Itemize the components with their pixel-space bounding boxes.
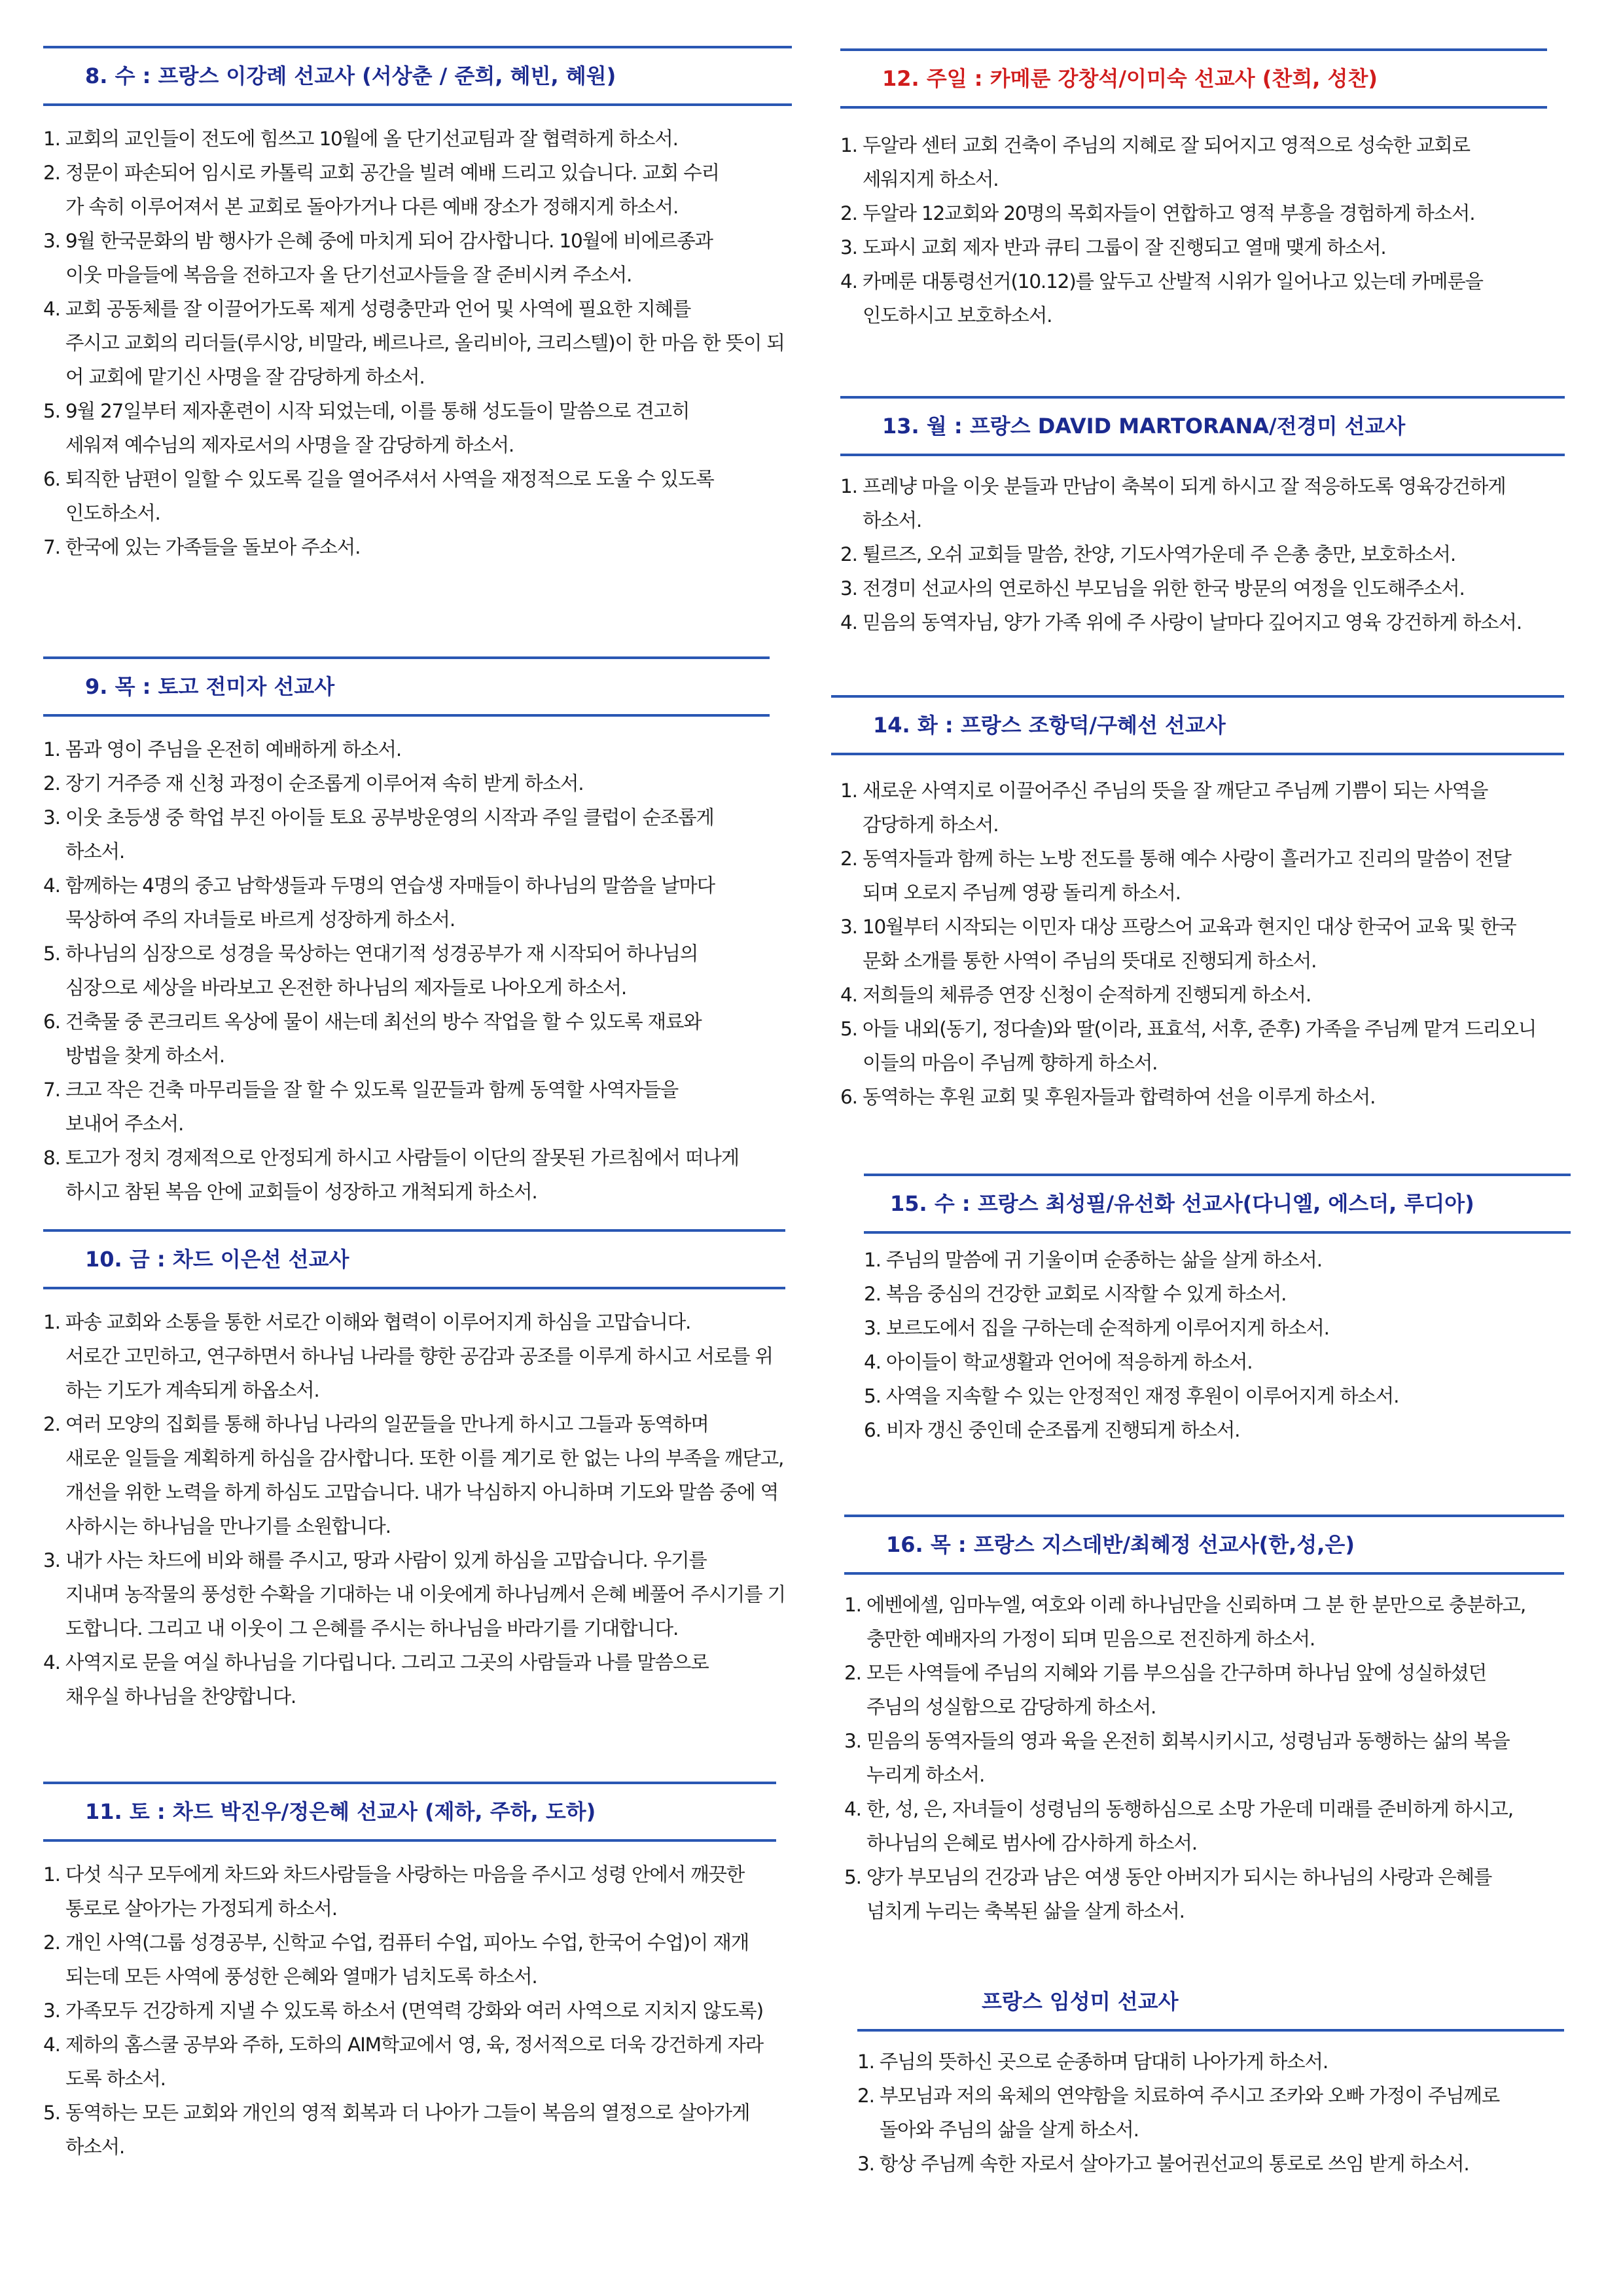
prayer-item	[864, 1311, 1571, 1345]
prayer-item-text: 3. 전경미 선교사의 연로하신 부모님을 위한 한국 방문의 여정을 인도해주소서.	[840, 577, 1465, 600]
prayer-item	[844, 1588, 1564, 1656]
prayer-item-continuation: 하소서.	[65, 2136, 125, 2158]
prayer-item-text: 4. 저희들의 체류증 연장 신청이 순적하게 진행되게 하소서.	[840, 984, 1311, 1006]
prayer-item-text: 5. 9월 27일부터 제자훈련이 시작 되었는데, 이를 통해 성도들이 말씀으로 견고히	[43, 400, 690, 422]
prayer-item	[43, 1073, 770, 1141]
prayer-item	[840, 264, 1547, 332]
prayer-list	[43, 1305, 785, 1713]
prayer-item-text: 2. 두알라 12교회와 20명의 목회자들이 연합하고 영적 부흥을 경험하게 하소서.	[840, 202, 1475, 224]
prayer-item-text: 5. 동역하는 모든 교회와 개인의 영적 회복과 더 나아가 그들이 복음의 열정으로 살아가게	[43, 2102, 750, 2124]
prayer-item	[43, 1857, 776, 1926]
prayer-item-text: 5. 사역을 지속할 수 있는 안정적인 재정 후원이 이루어지게 하소서.	[864, 1385, 1399, 1407]
prayer-item-text: 3. 가족모두 건강하게 지낼 수 있도록 하소서 (면역력 강화와 여러 사역으로 지치지 않도록)	[43, 2000, 763, 2022]
prayer-item	[840, 537, 1565, 571]
prayer-item	[43, 1407, 785, 1543]
prayer-list	[831, 774, 1564, 1114]
prayer-item-continuation: 방법을 찾게 하소서.	[65, 1045, 224, 1067]
prayer-item	[43, 2028, 776, 2096]
prayer-item	[844, 1656, 1564, 1724]
prayer-section	[43, 1782, 776, 2164]
prayer-item-text: 2. 개인 사역(그룹 성경공부, 신학교 수업, 컴퓨터 수업, 피아노 수업, 한국어 수업)이 재개	[43, 1931, 749, 1954]
section-header	[840, 48, 1547, 109]
prayer-item-continuation: 하소서.	[863, 509, 922, 531]
prayer-item-continuation: 가 속히 이루어져서 본 교회로 돌아가거나 다른 예배 장소가 정해지게 하소서.	[65, 196, 679, 218]
section-title: 프랑스 임성미 선교사	[982, 1989, 1179, 2014]
prayer-item-text: 4. 믿음의 동역자님, 양가 가족 위에 주 사랑이 날마다 깊어지고 영육 강건하게 하소서.	[840, 611, 1522, 634]
prayer-item-text: 4. 카메룬 대통령선거(10.12)를 앞두고 산발적 시위가 일어나고 있는데 카메룬을	[840, 270, 1483, 293]
prayer-item-continuation: 주님의 성실함으로 감당하게 하소서.	[866, 1696, 1156, 1718]
prayer-item-text: 1. 에벤에셀, 임마누엘, 여호와 이레 하나님만을 신뢰하며 그 분 한 분만으로 충분하고,	[844, 1594, 1526, 1616]
prayer-item	[43, 732, 770, 766]
prayer-item-text: 3. 항상 주님께 속한 자로서 살아가고 불어권선교의 통로로 쓰임 받게 하소서.	[857, 2153, 1469, 2175]
section-title: 8. 수 : 프랑스 이강례 선교사 (서상춘 / 준희, 혜빈, 혜원)	[85, 63, 616, 88]
prayer-item-text: 7. 한국에 있는 가족들을 돌보아 주소서.	[43, 536, 361, 558]
section-title: 12. 주일 : 카메룬 강창석/이미숙 선교사 (찬희, 성찬)	[882, 66, 1378, 91]
section-bottom-rule	[831, 753, 1564, 755]
prayer-item	[840, 605, 1565, 639]
prayer-item	[43, 2096, 776, 2164]
prayer-item-text: 3. 도파시 교회 제자 반과 큐티 그룹이 잘 진행되고 열매 맺게 하소서.	[840, 236, 1386, 259]
prayer-item	[840, 230, 1547, 264]
prayer-item-continuation: 인도하소서.	[65, 502, 160, 524]
section-header	[43, 46, 792, 106]
prayer-item-continuation: 하소서.	[65, 840, 125, 863]
prayer-item-continuation: 세워져 예수님의 제자로서의 사명을 잘 감당하게 하소서.	[65, 434, 514, 456]
prayer-item-continuation: 채우실 하나님을 찬양합니다.	[65, 1685, 296, 1708]
prayer-item-continuation: 누리게 하소서.	[866, 1764, 985, 1786]
prayer-list	[43, 122, 792, 564]
prayer-item-text: 3. 9월 한국문화의 밤 행사가 은혜 중에 마치게 되어 감사합니다. 10월에 비에르종과	[43, 230, 713, 252]
prayer-item-continuation: 통로로 살아가는 가정되게 하소서.	[65, 1897, 337, 1920]
prayer-item	[844, 1724, 1564, 1792]
prayer-item	[857, 2147, 1564, 2181]
prayer-item-text: 5. 양가 부모님의 건강과 남은 여생 동안 아버지가 되시는 하나님의 사랑과 은혜를	[844, 1866, 1492, 1888]
prayer-item	[840, 774, 1564, 842]
prayer-item	[43, 292, 792, 394]
section-bottom-rule	[844, 1572, 1564, 1575]
prayer-item-text: 3. 10월부터 시작되는 이민자 대상 프랑스어 교육과 현지인 대상 한국어 교육 및 한국	[840, 916, 1516, 938]
section-bottom-rule	[840, 106, 1547, 109]
prayer-list	[864, 1243, 1571, 1447]
prayer-item	[43, 800, 770, 869]
prayer-section	[43, 46, 792, 564]
section-bottom-rule	[43, 1287, 785, 1289]
prayer-item-text: 2. 여러 모양의 집회를 통해 하나님 나라의 일꾼들을 만나게 하시고 그들과 동역하며	[43, 1413, 709, 1435]
prayer-item	[840, 469, 1565, 537]
prayer-item-continuation: 돌아와 주님의 삶을 살게 하소서.	[880, 2119, 1139, 2141]
prayer-item-continuation: 감당하게 하소서.	[863, 814, 999, 836]
prayer-item-continuation: 이웃 마을들에 복음을 전하고자 올 단기선교사들을 잘 준비시켜 주소서.	[65, 264, 632, 286]
prayer-item-text: 3. 보르도에서 집을 구하는데 순적하게 이루어지게 하소서.	[864, 1317, 1329, 1339]
prayer-item-text: 1. 새로운 사역지로 이끌어주신 주님의 뜻을 잘 깨닫고 주님께 기쁨이 되는 사역을	[840, 780, 1488, 802]
prayer-section	[844, 1515, 1564, 1928]
section-title: 13. 월 : 프랑스 DAVID MARTORANA/전경미 선교사	[882, 414, 1406, 439]
prayer-list	[844, 1588, 1564, 1928]
prayer-item-text: 1. 교회의 교인들이 전도에 힘쓰고 10월에 올 단기선교팀과 잘 협력하게 하소서.	[43, 128, 678, 150]
prayer-item-text: 1. 주님의 뜻하신 곳으로 순종하며 담대히 나아가게 하소서.	[857, 2051, 1328, 2073]
prayer-item-text: 6. 동역하는 후원 교회 및 후원자들과 합력하여 선을 이루게 하소서.	[840, 1086, 1376, 1108]
prayer-item-text: 3. 내가 사는 차드에 비와 해를 주시고, 땅과 사람이 있게 하심을 고맙습니다. 우기를	[43, 1549, 707, 1571]
prayer-item	[43, 1005, 770, 1073]
prayer-section	[831, 695, 1564, 1114]
prayer-item-text: 4. 아이들이 학교생활과 언어에 적응하게 하소서.	[864, 1351, 1253, 1373]
prayer-item	[43, 1994, 776, 2028]
prayer-item	[840, 128, 1547, 196]
section-title: 14. 화 : 프랑스 조항덕/구혜선 선교사	[873, 713, 1226, 738]
prayer-item	[43, 937, 770, 1005]
prayer-item-text: 7. 크고 작은 건축 마무리들을 잘 할 수 있도록 일꾼들과 함께 동역할 사역자들을	[43, 1079, 679, 1101]
prayer-item-text: 1. 다섯 식구 모두에게 차드와 차드사람들을 사랑하는 마음을 주시고 성령 안에서 깨끗한	[43, 1863, 745, 1886]
prayer-section	[43, 656, 770, 1209]
prayer-item	[844, 1792, 1564, 1860]
prayer-item	[43, 224, 792, 292]
prayer-item	[840, 571, 1565, 605]
prayer-item	[43, 462, 792, 530]
prayer-item-text: 4. 교회 공동체를 잘 이끌어가도록 제게 성령충만과 언어 및 사역에 필요한 지혜를	[43, 298, 691, 320]
section-title: 15. 수 : 프랑스 최성필/유선화 선교사(다니엘, 에스더, 루디아)	[890, 1191, 1474, 1216]
prayer-item-text: 6. 퇴직한 남편이 일할 수 있도록 길을 열어주셔서 사역을 재정적으로 도울 수 있도록	[43, 468, 714, 490]
prayer-item	[43, 394, 792, 462]
prayer-item-text: 2. 튈르즈, 오쉬 교회들 말씀, 찬양, 기도사역가운데 주 은총 충만, 보호하소서.	[840, 543, 1456, 565]
prayer-item-continuation: 심장으로 세상을 바라보고 온전한 하나님의 제자들로 나아오게 하소서.	[65, 977, 627, 999]
prayer-item	[840, 196, 1547, 230]
prayer-item	[857, 2045, 1564, 2079]
prayer-item-continuation: 하시고 참된 복음 안에 교회들이 성장하고 개척되게 하소서.	[65, 1181, 537, 1203]
prayer-item-text: 2. 모든 사역들에 주님의 지혜와 기름 부으심을 간구하며 하나님 앞에 성실하셨던	[844, 1662, 1487, 1684]
prayer-item	[864, 1413, 1571, 1447]
section-title: 10. 금 : 차드 이은선 선교사	[85, 1247, 349, 1272]
prayer-list	[840, 469, 1565, 639]
prayer-item	[43, 1543, 785, 1645]
prayer-item-text: 1. 주님의 말씀에 귀 기울이며 순종하는 삶을 살게 하소서.	[864, 1249, 1322, 1271]
section-bottom-rule	[857, 2029, 1564, 2032]
section-bottom-rule	[43, 1839, 776, 1842]
prayer-item	[840, 842, 1564, 910]
prayer-item-text: 6. 비자 갱신 중인데 순조롭게 진행되게 하소서.	[864, 1419, 1240, 1441]
prayer-list	[43, 1857, 776, 2164]
prayer-item-continuation: 인도하시고 보호하소서.	[863, 304, 1052, 327]
prayer-item-text: 4. 제하의 홈스쿨 공부와 주하, 도하의 AIM학교에서 영, 육, 정서적으로 더욱 강건하게 자라	[43, 2034, 763, 2056]
prayer-item-continuation: 주시고 교회의 리더들(루시앙, 비말라, 베르나르, 올리비아, 크리스텔)이 한 마음 한 뜻이 되어 교회에 맡기신 사명을 잘 감당하게 하소서.	[65, 332, 785, 388]
prayer-item	[43, 1926, 776, 1994]
prayer-item-text: 2. 정문이 파손되어 임시로 카톨릭 교회 공간을 빌려 예배 드리고 있습니다. 교회 수리	[43, 162, 719, 184]
prayer-item-text: 2. 복음 중심의 건강한 교회로 시작할 수 있게 하소서.	[864, 1283, 1287, 1305]
prayer-item-text: 4. 함께하는 4명의 중고 남학생들과 두명의 연습생 자매들이 하나님의 말씀을 날마다	[43, 874, 715, 897]
prayer-section	[840, 48, 1547, 332]
section-bottom-rule	[840, 454, 1565, 456]
prayer-item-text: 2. 장기 거주증 재 신청 과정이 순조롭게 이루어져 속히 받게 하소서.	[43, 772, 584, 795]
prayer-item	[864, 1379, 1571, 1413]
prayer-item-continuation: 지내며 농작물의 풍성한 수확을 기대하는 내 이웃에게 하나님께서 은혜 베풀어 주시기를 기도합니다. 그리고 내 이웃이 그 은혜를 주시는 하나님을 바라기를 기대합니다.	[65, 1583, 785, 1640]
prayer-item	[840, 910, 1564, 978]
section-title: 11. 토 : 차드 박진우/정은혜 선교사 (제하, 주하, 도하)	[85, 1799, 596, 1824]
prayer-item-continuation: 문화 소개를 통한 사역이 주님의 뜻대로 진행되게 하소서.	[863, 950, 1317, 972]
prayer-item-continuation: 되는데 모든 사역에 풍성한 은혜와 열매가 넘치도록 하소서.	[65, 1965, 537, 1988]
prayer-item-text: 3. 이웃 초등생 중 학업 부진 아이들 토요 공부방운영의 시작과 주일 클럽이 순조롭게	[43, 806, 714, 829]
prayer-item	[840, 1012, 1564, 1080]
prayer-item-text: 1. 프레냥 마을 이웃 분들과 만남이 축복이 되게 하시고 잘 적응하도록 영육강건하게	[840, 475, 1506, 497]
prayer-item	[43, 766, 770, 800]
prayer-item	[43, 156, 792, 224]
section-title: 9. 목 : 토고 전미자 선교사	[85, 674, 335, 699]
prayer-item-text: 1. 파송 교회와 소통을 통한 서로간 이해와 협력이 이루어지게 하심을 고맙습니다.	[43, 1311, 691, 1333]
section-title: 16. 목 : 프랑스 지스데반/최혜정 선교사(한,성,은)	[886, 1532, 1355, 1557]
prayer-item-continuation: 새로운 일들을 계획하게 하심을 감사합니다. 또한 이를 계기로 한 없는 나의 부족을 깨닫고, 개선을 위한 노력을 하게 하심도 고맙습니다. 내가 낙심하지 아니하며 기도와 말씀 중에 역사하시는 하나님을 만나기를 소원합니다.	[65, 1447, 784, 1537]
prayer-item	[840, 1080, 1564, 1114]
prayer-section	[840, 396, 1565, 639]
prayer-item	[864, 1277, 1571, 1311]
section-header	[857, 1974, 1564, 2032]
prayer-item-continuation: 이들의 마음이 주님께 향하게 하소서.	[863, 1052, 1158, 1074]
prayer-item-text: 6. 건축물 중 콘크리트 옥상에 물이 새는데 최선의 방수 작업을 할 수 있도록 재료와	[43, 1011, 702, 1033]
prayer-item-text: 3. 믿음의 동역자들의 영과 육을 온전히 회복시키시고, 성령님과 동행하는 삶의 복을	[844, 1730, 1510, 1752]
section-header	[43, 1782, 776, 1842]
prayer-item-text: 2. 부모님과 저의 육체의 연약함을 치료하여 주시고 조카와 오빠 가정이 주님께로	[857, 2085, 1500, 2107]
prayer-item-text: 5. 아들 내외(동기, 정다솔)와 딸(이라, 표효석, 서후, 준후) 가족을 주님께 맡겨 드리오니	[840, 1018, 1537, 1040]
prayer-item	[43, 530, 792, 564]
prayer-item-continuation: 서로간 고민하고, 연구하면서 하나님 나라를 향한 공감과 공조를 이루게 하시고 서로를 위하는 기도가 계속되게 하옵소서.	[65, 1345, 773, 1401]
prayer-item-continuation: 묵상하여 주의 자녀들로 바르게 성장하게 하소서.	[65, 908, 455, 931]
prayer-item	[43, 1305, 785, 1407]
prayer-section	[857, 1974, 1564, 2181]
section-bottom-rule	[43, 103, 792, 106]
prayer-item-text: 4. 사역지로 문을 여실 하나님을 기다립니다. 그리고 그곳의 사람들과 나를 말씀으로	[43, 1651, 709, 1674]
prayer-list	[857, 2045, 1564, 2181]
prayer-item-text: 8. 토고가 정치 경제적으로 안정되게 하시고 사람들이 이단의 잘못된 가르침에서 떠나게	[43, 1147, 739, 1169]
section-header	[43, 1229, 785, 1289]
prayer-item-text: 5. 하나님의 심장으로 성경을 묵상하는 연대기적 성경공부가 재 시작되어 하나님의	[43, 942, 698, 965]
section-header	[844, 1515, 1564, 1575]
prayer-item-text: 2. 동역자들과 함께 하는 노방 전도를 통해 예수 사랑이 흘러가고 진리의 말씀이 전달	[840, 848, 1511, 870]
prayer-item	[864, 1345, 1571, 1379]
prayer-item	[864, 1243, 1571, 1277]
prayer-item	[43, 122, 792, 156]
prayer-item	[43, 1141, 770, 1209]
prayer-item-continuation: 세워지게 하소서.	[863, 168, 999, 190]
section-header	[43, 656, 770, 717]
prayer-item	[840, 978, 1564, 1012]
prayer-section	[43, 1229, 785, 1713]
section-header	[840, 396, 1565, 456]
prayer-section	[864, 1174, 1571, 1447]
prayer-item-text: 4. 한, 성, 은, 자녀들이 성령님의 동행하심으로 소망 가운데 미래를 준비하게 하시고,	[844, 1798, 1513, 1820]
prayer-item-continuation: 넘치게 누리는 축복된 삶을 살게 하소서.	[866, 1900, 1185, 1922]
prayer-item-continuation: 도록 하소서.	[65, 2068, 166, 2090]
section-header	[831, 695, 1564, 755]
section-bottom-rule	[864, 1231, 1571, 1234]
prayer-item	[43, 1645, 785, 1713]
prayer-item-text: 1. 두알라 센터 교회 건축이 주님의 지혜로 잘 되어지고 영적으로 성숙한 교회로	[840, 134, 1470, 156]
section-header	[864, 1174, 1571, 1234]
prayer-item	[844, 1860, 1564, 1928]
section-bottom-rule	[43, 714, 770, 717]
prayer-item	[857, 2079, 1564, 2147]
prayer-item-continuation: 충만한 예배자의 가정이 되며 믿음으로 전진하게 하소서.	[866, 1628, 1315, 1650]
prayer-list	[840, 128, 1547, 332]
prayer-list	[43, 732, 770, 1209]
prayer-item-continuation: 하나님의 은혜로 범사에 감사하게 하소서.	[866, 1832, 1197, 1854]
prayer-item	[43, 869, 770, 937]
prayer-item-continuation: 보내어 주소서.	[65, 1113, 184, 1135]
prayer-item-continuation: 되며 오로지 주님께 영광 돌리게 하소서.	[863, 882, 1181, 904]
prayer-item-text: 1. 몸과 영이 주님을 온전히 예배하게 하소서.	[43, 738, 402, 761]
